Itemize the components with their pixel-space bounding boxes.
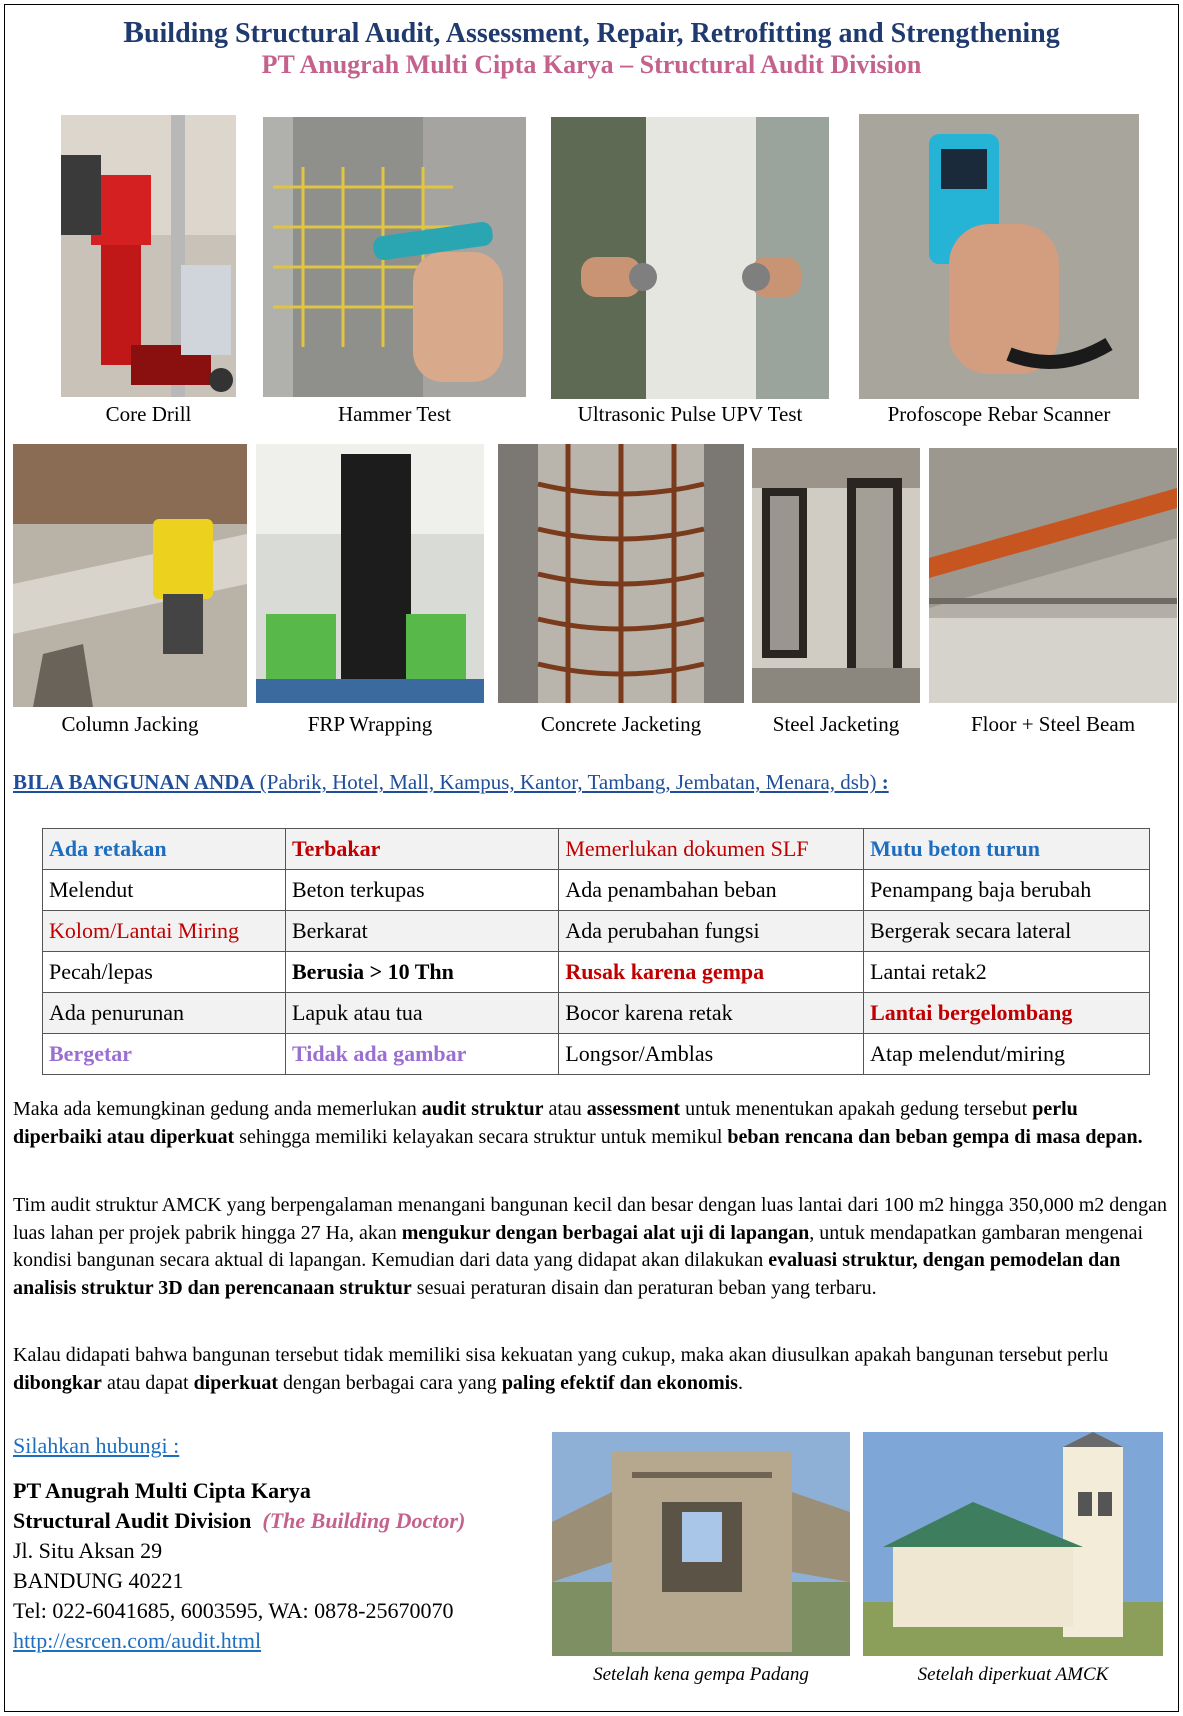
body-text: atau dapat <box>101 1371 194 1394</box>
paragraph-team-experience <box>13 1192 1168 1302</box>
contact-invite-link[interactable]: Silahkan hubungi : <box>13 1433 180 1458</box>
body-text: sesuai peraturan disain dan peraturan beban yang terbaru. <box>411 1276 877 1299</box>
photo-column-jacking <box>13 444 247 707</box>
condition-cell: Bocor karena retak <box>559 993 864 1034</box>
photo-steel-jacketing <box>752 448 920 703</box>
caption-core-drill: Core Drill <box>105 402 192 426</box>
contact-url-link[interactable]: http://esrcen.com/audit.html <box>13 1628 262 1653</box>
division-tagline: (The Building Doctor) <box>262 1508 466 1533</box>
emphasis-text: diperkuat <box>193 1371 279 1394</box>
condition-cell: Bergetar <box>43 1034 286 1075</box>
emphasis-text: audit struktur <box>421 1098 544 1120</box>
caption-concrete-jacketing: Concrete Jacketing <box>540 712 702 736</box>
photo-after-earthquake <box>552 1432 850 1656</box>
body-text: atau <box>543 1098 587 1120</box>
paragraph-audit-need <box>13 1096 1168 1151</box>
condition-cell: Memerlukan dokumen SLF <box>559 829 864 870</box>
contact-city: BANDUNG 40221 <box>13 1568 184 1593</box>
condition-cell: Kolom/Lantai Miring <box>43 911 286 952</box>
condition-row <box>43 993 1150 1034</box>
photo-after-strengthening <box>863 1432 1163 1656</box>
caption-floor-steel-beam: Floor + Steel Beam <box>970 712 1136 736</box>
emphasis-text: mengukur dengan berbagai alat uji di lapangan <box>401 1221 810 1244</box>
paragraph-recommendation <box>13 1342 1168 1397</box>
condition-cell: Atap melendut/miring <box>864 1034 1150 1075</box>
condition-cell: Pecah/lepas <box>43 952 286 993</box>
photo-upv-test <box>551 117 829 399</box>
condition-cell: Bergerak secara lateral <box>864 911 1150 952</box>
condition-cell: Mutu beton turun <box>864 829 1150 870</box>
photo-core-drill <box>61 115 236 397</box>
caption-column-jacking: Column Jacking <box>61 712 199 736</box>
caption-after-earthquake: Setelah kena gempa Padang <box>593 1664 809 1685</box>
photo-hammer-test <box>263 117 526 397</box>
condition-cell: Longsor/Amblas <box>559 1034 864 1075</box>
condition-cell: Ada penambahan beban <box>559 870 864 911</box>
condition-row <box>43 1034 1150 1075</box>
condition-cell: Tidak ada gambar <box>285 1034 558 1075</box>
conditions-table <box>42 828 1150 1075</box>
caption-steel-jacketing: Steel Jacketing <box>772 712 900 736</box>
page-title: Building Structural Audit, Assessment, Repair, Retrofitting and Strengthening <box>123 14 1060 49</box>
body-text: sehingga memiliki kelayakan secara struktur untuk memikul <box>234 1125 728 1148</box>
caption-upv-test: Ultrasonic Pulse UPV Test <box>577 402 803 426</box>
body-text: Maka ada kemungkinan gedung anda memerlukan <box>13 1098 422 1120</box>
body-text: dengan berbagai cara yang <box>278 1371 502 1394</box>
page-subtitle: PT Anugrah Multi Cipta Karya – Structural Audit Division <box>261 50 922 79</box>
condition-cell: Beton terkupas <box>285 870 558 911</box>
condition-cell: Ada retakan <box>43 829 286 870</box>
photo-profoscope <box>859 114 1139 399</box>
building-types-heading: BILA BANGUNAN ANDA (Pabrik, Hotel, Mall, Kampus, Kantor, Tambang, Jembatan, Menara, dsb) : <box>13 770 889 794</box>
emphasis-text: beban rencana dan beban gempa di masa depan. <box>727 1125 1143 1148</box>
division-name: Structural Audit Division <box>13 1508 252 1533</box>
caption-profoscope: Profoscope Rebar Scanner <box>887 402 1111 426</box>
condition-cell: Ada penurunan <box>43 993 286 1034</box>
condition-cell: Berusia > 10 Thn <box>285 952 558 993</box>
body-text: . <box>737 1371 743 1394</box>
condition-row <box>43 829 1150 870</box>
caption-frp-wrapping: FRP Wrapping <box>307 712 433 736</box>
caption-hammer-test: Hammer Test <box>337 402 452 426</box>
body-text: , untuk mendapatkan gambaran mengenai kondisi bangunan secara aktual di lapangan. Kemudian dari data yang didapat akan dilakukan <box>13 1221 1144 1271</box>
body-text: untuk menentukan apakah gedung tersebut <box>680 1098 1033 1120</box>
emphasis-text: assessment <box>586 1098 681 1120</box>
emphasis-text: paling efektif dan ekonomis <box>501 1371 738 1394</box>
contact-company: PT Anugrah Multi Cipta Karya <box>13 1478 311 1503</box>
contact-phone: Tel: 022-6041685, 6003595, WA: 0878-25670070 <box>13 1598 454 1623</box>
condition-cell: Terbakar <box>285 829 558 870</box>
body-text: Tim audit struktur AMCK yang berpengalaman menangani bangunan kecil dan besar dengan luas lantai dari 100 m2 hingga 350,000 m2 dengan luas lahan per projek pabrik hingga 27 Ha, akan <box>13 1194 1168 1244</box>
condition-row <box>43 870 1150 911</box>
caption-after-strengthening: Setelah diperkuat AMCK <box>917 1664 1109 1685</box>
emphasis-text: perlu diperbaiki atau diperkuat <box>13 1098 1078 1148</box>
emphasis-text: dibongkar <box>13 1371 102 1394</box>
contact-division <box>13 1508 465 1534</box>
contact-street: Jl. Situ Aksan 29 <box>13 1538 163 1563</box>
body-text: Kalau didapati bahwa bangunan tersebut tidak memiliki sisa kekuatan yang cukup, maka akan diusulkan apakah bangunan tersebut perlu <box>13 1344 1109 1366</box>
condition-cell: Melendut <box>43 870 286 911</box>
condition-cell: Berkarat <box>285 911 558 952</box>
condition-row <box>43 911 1150 952</box>
emphasis-text: evaluasi struktur, dengan pemodelan dan analisis struktur 3D dan perencanaan struktur <box>13 1249 1121 1299</box>
condition-cell: Lapuk atau tua <box>285 993 558 1034</box>
condition-cell: Penampang baja berubah <box>864 870 1150 911</box>
condition-cell: Lantai bergelombang <box>864 993 1150 1034</box>
photo-frp-wrapping <box>256 444 484 703</box>
condition-cell: Ada perubahan fungsi <box>559 911 864 952</box>
photo-concrete-jacketing <box>498 444 744 703</box>
condition-cell: Lantai retak2 <box>864 952 1150 993</box>
photo-floor-steel-beam <box>929 448 1177 703</box>
condition-cell: Rusak karena gempa <box>559 952 864 993</box>
condition-row <box>43 952 1150 993</box>
